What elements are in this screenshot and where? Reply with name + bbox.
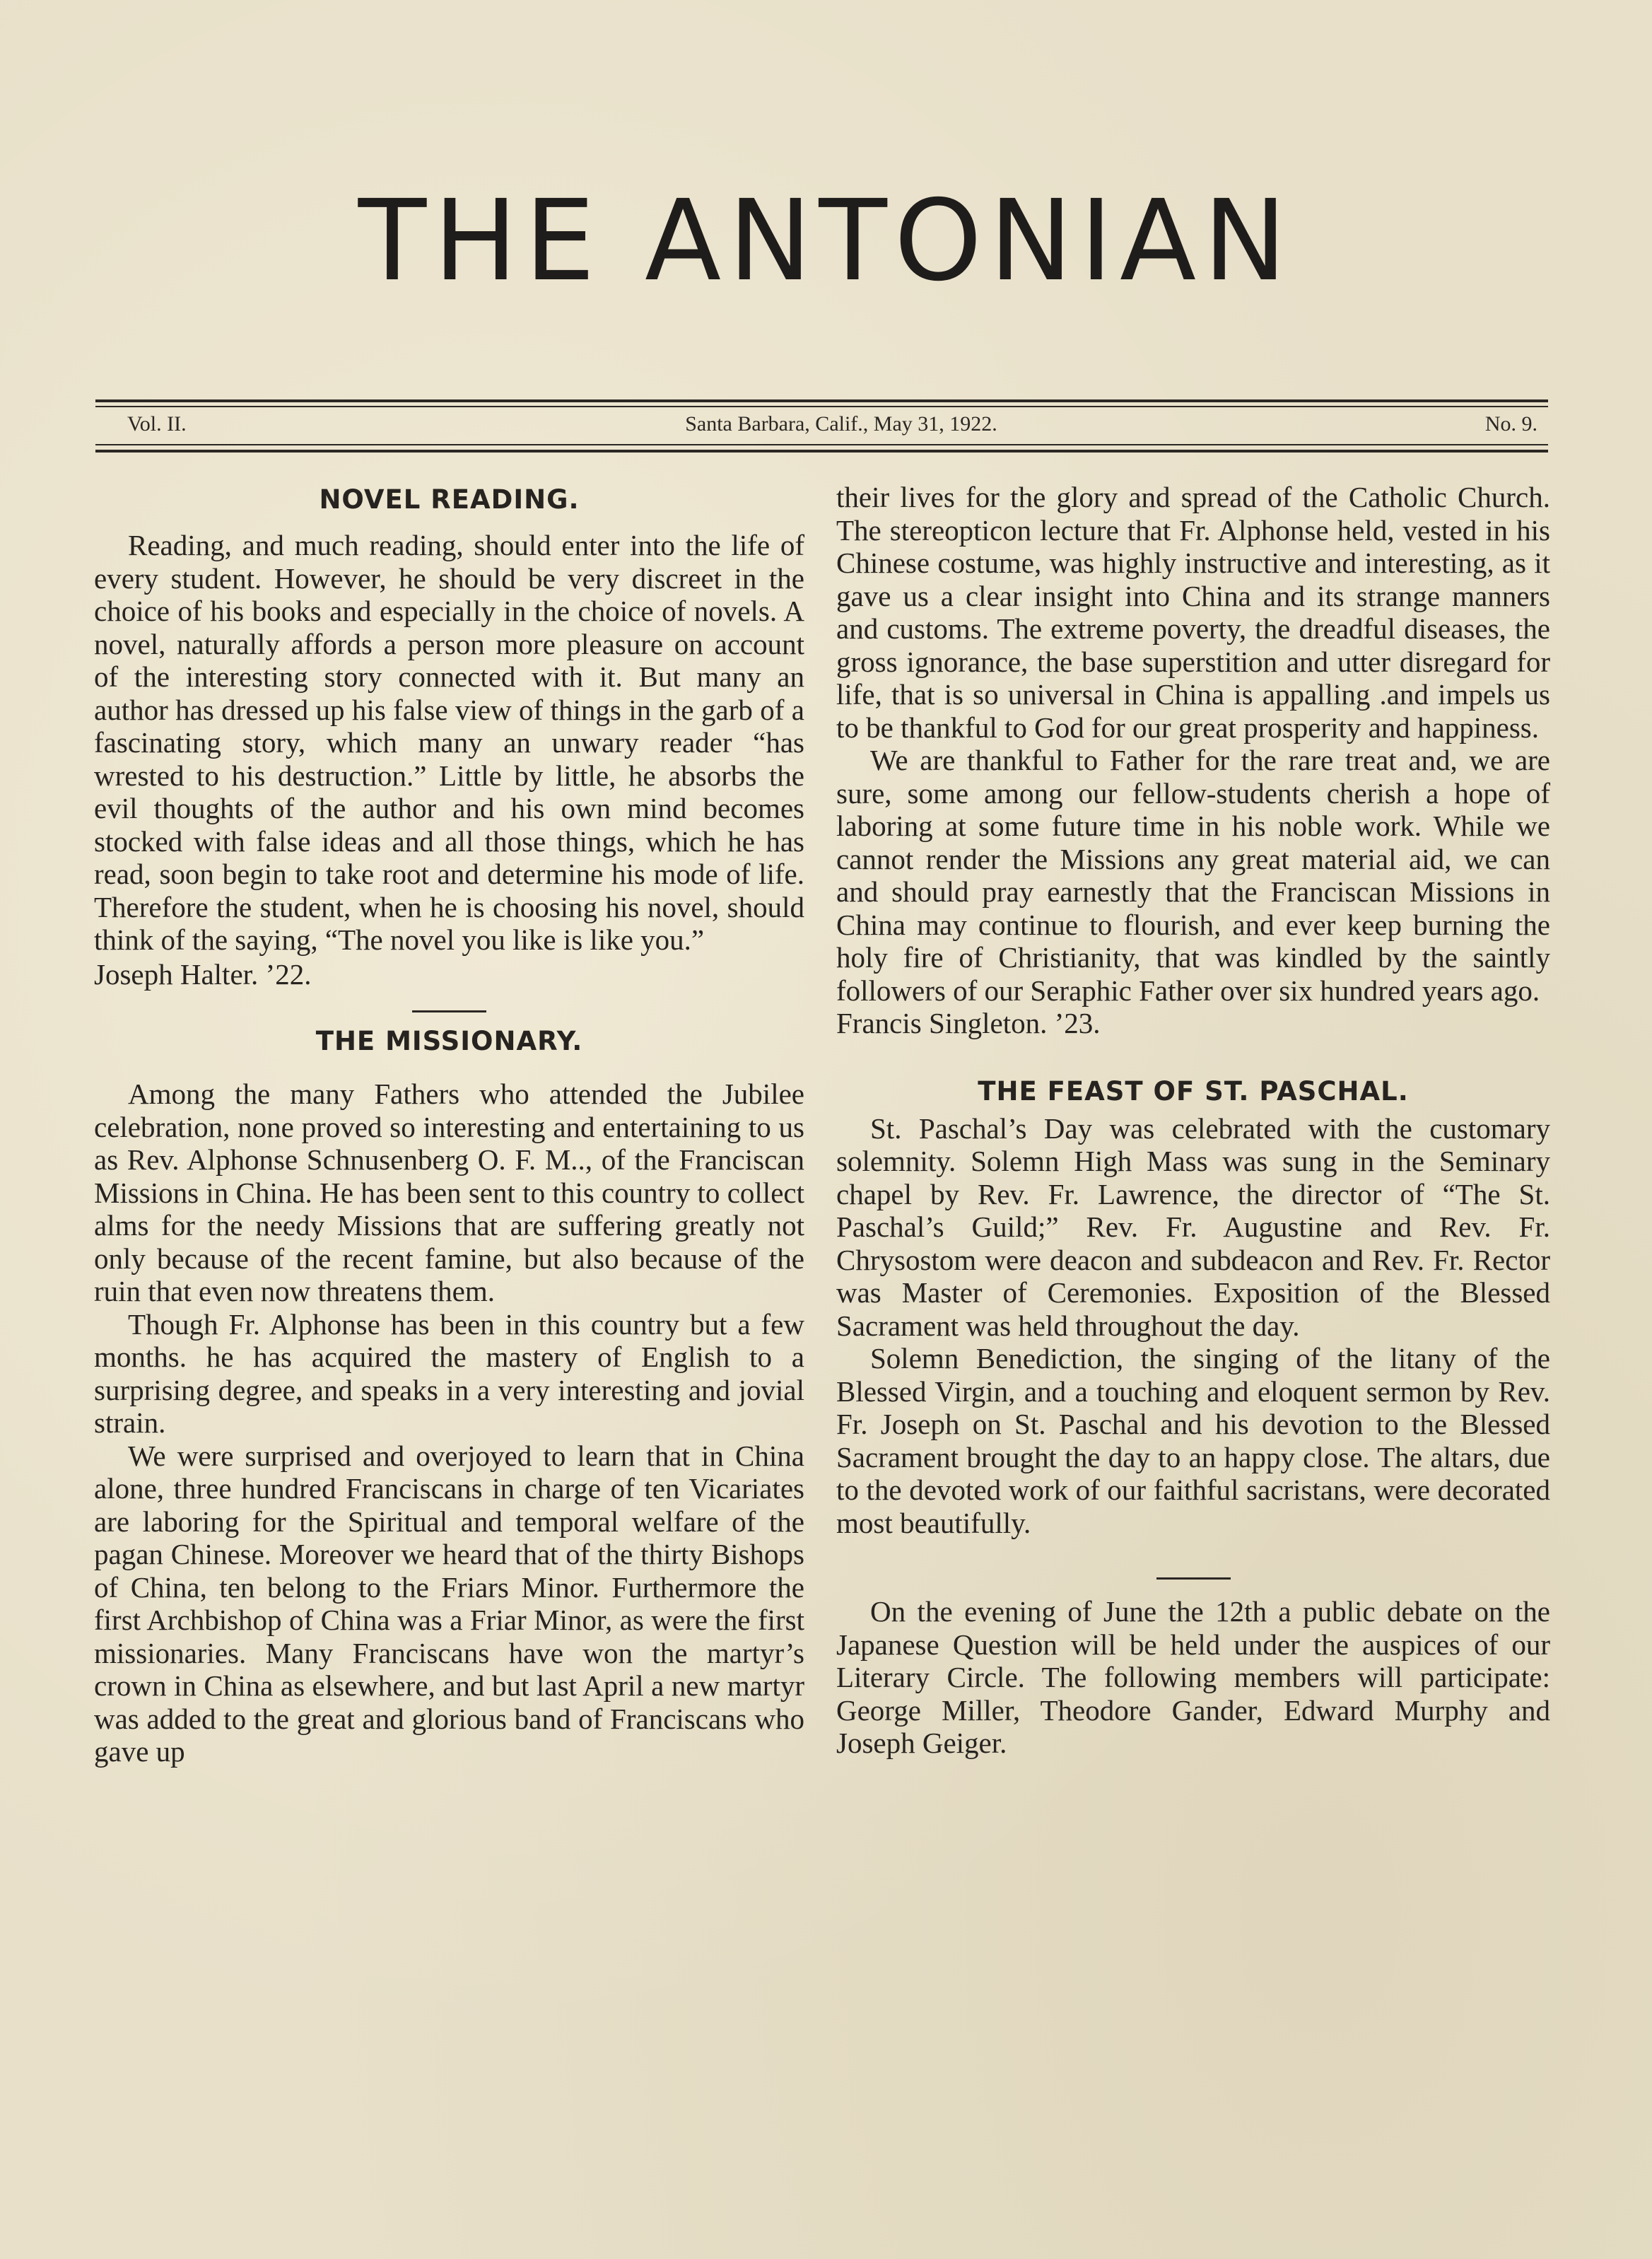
dateline [127,412,1537,440]
missionary-signature: Francis Singleton. ’23. [836,1007,1101,1039]
right-column [836,481,1550,1760]
left-column [94,481,804,1768]
masthead-rule-bottom [95,450,1548,453]
novel-reading-paragraph: Reading, and much reading, should enter into the life of every student. However, he should be very discreet in the choice of his books and especially in the choice of novels. A novel, naturally affords a person more pleasure on account of the interesting story connected with it. But many an author has dressed up his false view of things in the garb of a fascinating story, which many an unwary reader “has wrested to his destruction.” Little by little, he absorbs the evil thoughts of the author and his own mind becomes stocked with false ideas and all those things, which he has read, soon begin to take root and determine his mode of life. Therefore the student, when he is choosing his novel, should think of the saying, “The novel you like is like you.” [94,529,804,956]
masthead-rule-bottom-thin [95,444,1548,445]
masthead-rule-top-thin [95,406,1548,407]
feast-heading: THE FEAST OF ST. PASCHAL. [978,1075,1409,1107]
masthead-rule-top [95,399,1548,402]
missionary-paragraph: We were surprised and overjoyed to learn that in China alone, three hundred Franciscans in charge of ten Vicariates are laboring for the Spiritual and temporal welfare of the pagan Chinese. Moreover we heard that of the thirty Bishops of China, ten belong to the Friars Minor. Furthermore the first Archbishop of China was a Friar Minor, as were the first missionaries. Many Franciscans have won the martyr’s crown in China as elsewhere, and but last April a new martyr was added to the great and glorious band of Franciscans who gave up [94,1439,804,1768]
debate-paragraph: On the evening of June the 12th a public debate on the Japanese Question will be held under the auspices of our Literary Circle. The following members will participate: George Miller, Theodore Gander, Edward Murphy and Joseph Geiger. [836,1595,1550,1759]
missionary-continuation: their lives for the glory and spread of the Catholic Church. The stereopticon lecture that Fr. Alphonse held, vested in his Chinese costume, was highly instructive and interesting, as it gave us a clear insight into China and its strange manners and customs. The extreme poverty, the dreadful diseases, the gross ignorance, the base superstition and utter disregard for life, that is so universal in China is appalling .and impels us to be thankful to God for our great prosperity and happiness. [836,481,1550,744]
section-divider [412,1010,486,1012]
missionary-paragraph: Among the many Fathers who attended the Jubilee celebration, none proved so interesting and entertaining to us as Rev. Alphonse Schnusenberg O. F. M.., of the Franciscan Missions in China. He has been sent to this country to collect alms for the needy Missions that are suffering greatly not only because of the recent famine, but also because of the ruin that even now threatens them. [94,1078,804,1307]
novel-reading-heading: NOVEL READING. [319,484,580,515]
masthead-title: THE ANTONIAN [358,176,1294,306]
missionary-paragraph: We are thankful to Father for the rare treat and, we are sure, some among our fellow-students cherish a hope of laboring at some future time in his noble work. While we cannot render the Missions any great material aid, we can and should pray earnestly that the Franciscan Missions in China may continue to flourish, and ever keep burning the holy fire of Christianity, that was kindled by the saintly followers of our Seraphic Father over six hundred years ago. [836,744,1550,1007]
feast-paragraph: St. Paschal’s Day was celebrated with the customary solemnity. Solemn High Mass was sung in the Seminary chapel by Rev. Fr. Lawrence, the director of “The St. Paschal’s Guild;” Rev. Fr. Augustine and Rev. Fr. Chrysostom were deacon and subdeacon and Rev. Fr. Rector was Master of Ceremonies. Exposition of the Blessed Sacrament was held throughout the day. [836,1111,1550,1342]
missionary-paragraph: Though Fr. Alphonse has been in this country but a few months. he has acquired the mastery of English to a surprising degree, and speaks in a very interesting and jovial strain. [94,1307,804,1439]
section-divider [1156,1577,1231,1580]
missionary-heading: THE MISSIONARY. [315,1026,583,1056]
novel-reading-signature: Joseph Halter. ’22. [94,957,312,991]
place-date: Santa Barbara, Calif., May 31, 1922. [685,412,997,436]
issue-number: No. 9. [1484,412,1537,436]
feast-paragraph: Solemn Benediction, the singing of the litany of the Blessed Virgin, and a touching and eloquent sermon by Rev. Fr. Joseph on St. Paschal and his devotion to the Blessed Sacrament brought the day to an happy close. The altars, due to the devoted work of our faithful sacristans, were decorated most beautifully. [836,1342,1550,1539]
volume-label: Vol. II. [127,412,187,436]
